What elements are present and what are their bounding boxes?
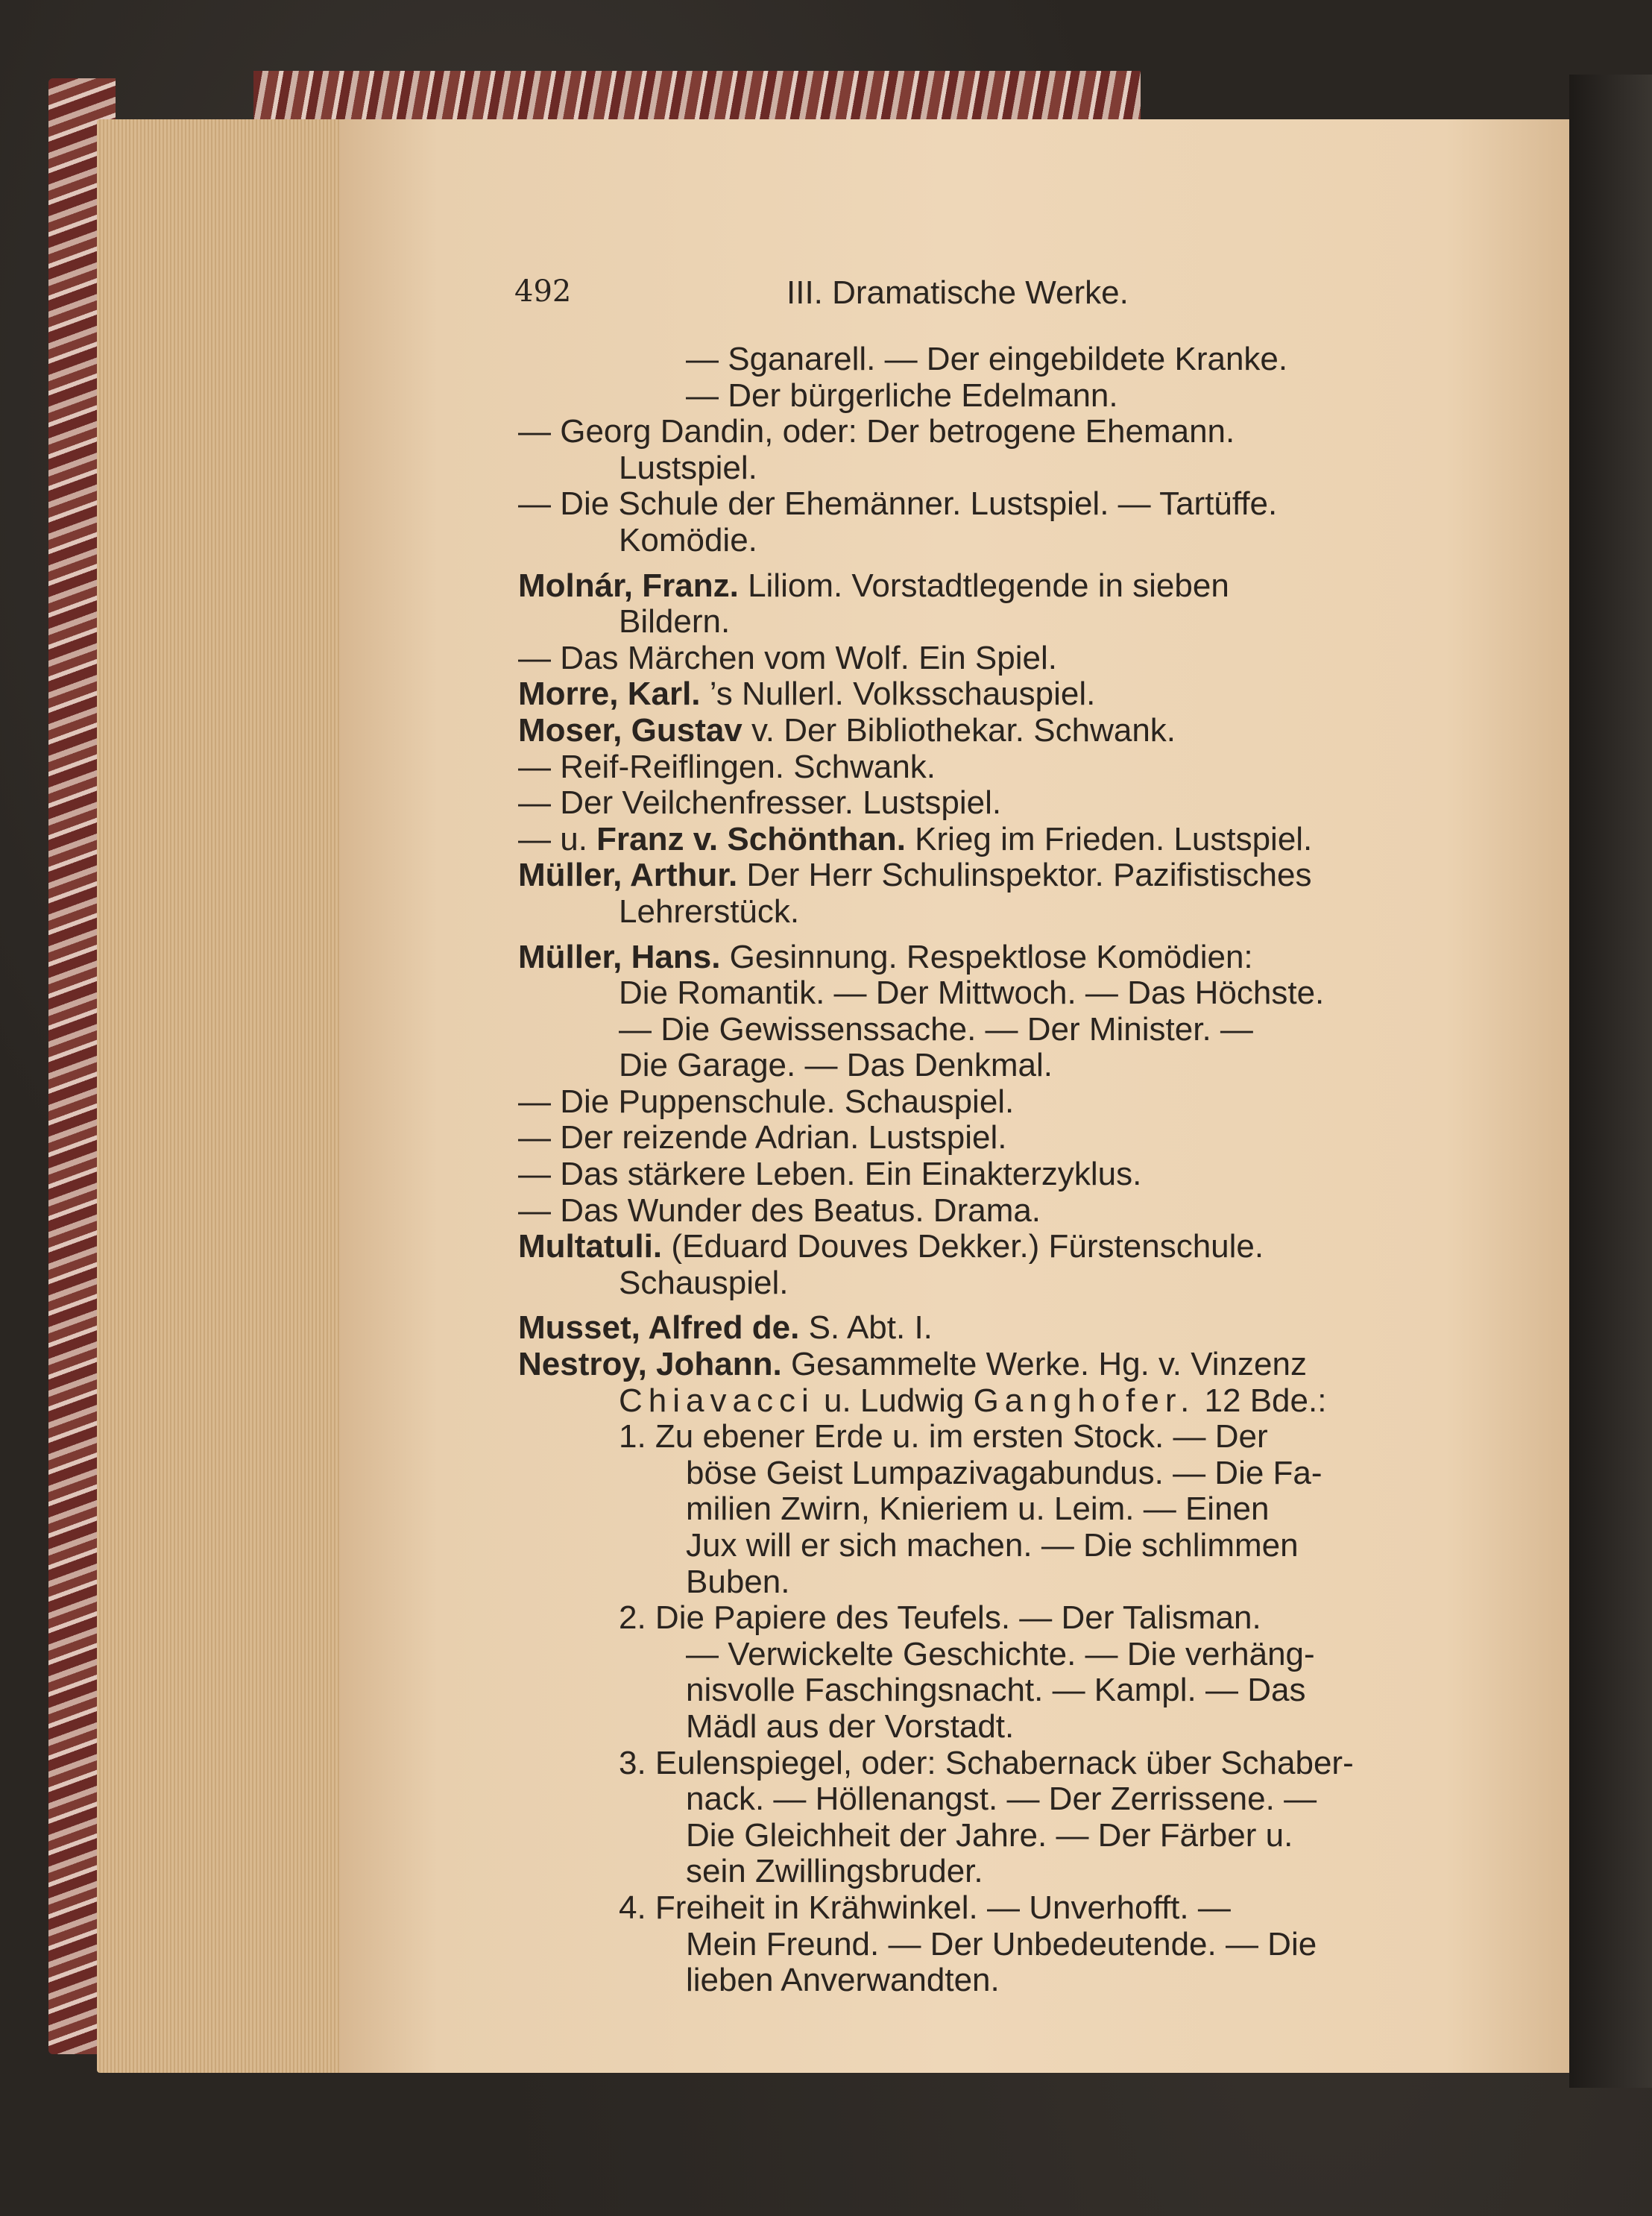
text-line: — Die Puppenschule. Schauspiel. bbox=[518, 1083, 1015, 1120]
text-line: lieben Anverwandten. bbox=[686, 1962, 1000, 1999]
text-line: Bildern. bbox=[619, 603, 731, 640]
entry-line: Nestroy, Johann. Gesammelte Werke. Hg. v. Vinzenz bbox=[518, 1346, 1307, 1383]
author-name: Franz v. Schönthan. bbox=[596, 820, 906, 857]
text-line: Chiavacci u. Ludwig Ganghofer. 12 Bde.: bbox=[619, 1382, 1327, 1419]
text-line: Jux will er sich machen. — Die schlimmen bbox=[686, 1527, 1299, 1564]
author-name: Musset, Alfred de. bbox=[518, 1309, 800, 1347]
entry-line: Müller, Hans. Gesinnung. Respektlose Komödien: bbox=[518, 938, 1253, 975]
volume-line: 3. Eulenspiegel, oder: Schabernack über Schaber- bbox=[619, 1744, 1354, 1781]
author-name: Morre, Karl. bbox=[518, 676, 701, 713]
text-line: — Die Schule der Ehemänner. Lustspiel. — Tartüffe. bbox=[518, 485, 1278, 523]
text-line: milien Zwirn, Knieriem u. Leim. — Einen bbox=[686, 1491, 1270, 1528]
text-line: — Der Veilchenfresser. Lustspiel. bbox=[518, 784, 1002, 822]
entry-line: Moser, Gustav v. Der Bibliothekar. Schwank. bbox=[518, 711, 1176, 749]
text-line: — Georg Dandin, oder: Der betrogene Ehemann. bbox=[518, 413, 1235, 450]
author-name: Moser, Gustav bbox=[518, 711, 743, 749]
text-line: — Das Wunder des Beatus. Drama. bbox=[518, 1192, 1041, 1229]
text-line: sein Zwillingsbruder. bbox=[686, 1853, 983, 1890]
text-line: — Verwickelte Geschichte. — Die verhäng- bbox=[686, 1635, 1315, 1672]
text-line: — Die Gewissenssache. — Der Minister. — bbox=[619, 1010, 1253, 1048]
page-stack-edge bbox=[97, 119, 343, 2073]
volume-line: 2. Die Papiere des Teufels. — Der Talisman. bbox=[619, 1599, 1261, 1637]
text-line: Schauspiel. bbox=[619, 1264, 789, 1301]
text-line: Die Gleichheit der Jahre. — Der Färber u. bbox=[686, 1816, 1293, 1854]
page-number: 492 bbox=[514, 274, 572, 309]
entry-line: — u. Franz v. Schönthan. Krieg im Frieden. Lustspiel. bbox=[518, 820, 1313, 857]
book-top-edge bbox=[253, 71, 1141, 125]
entry-line: Müller, Arthur. Der Herr Schulinspektor. Pazifistisches bbox=[518, 857, 1312, 894]
entry-line: Multatuli. (Eduard Douves Dekker.) Fürstenschule. bbox=[518, 1228, 1264, 1265]
text-line: — Sganarell. — Der eingebildete Kranke. bbox=[686, 341, 1288, 377]
author-name: Müller, Arthur. bbox=[518, 857, 738, 894]
text-line: Mein Freund. — Der Unbedeutende. — Die bbox=[686, 1925, 1317, 1962]
editor-name: Ganghofer. bbox=[973, 1382, 1196, 1419]
text-line: Mädl aus der Vorstadt. bbox=[686, 1707, 1015, 1745]
text-line: — Der reizende Adrian. Lustspiel. bbox=[518, 1119, 1007, 1156]
text-line: — Das stärkere Leben. Ein Einakterzyklus. bbox=[518, 1156, 1142, 1193]
text-line: — Das Märchen vom Wolf. Ein Spiel. bbox=[518, 639, 1057, 676]
text-line: — Reif-Reiflingen. Schwank. bbox=[518, 748, 936, 785]
entry-line: Morre, Karl. ’s Nullerl. Volksschauspiel. bbox=[518, 676, 1096, 713]
bibliography-text bbox=[518, 341, 1491, 1999]
volume-line: 4. Freiheit in Krähwinkel. — Unverhofft. — bbox=[619, 1889, 1231, 1926]
book-cover-right bbox=[1569, 75, 1652, 2088]
entry-line: Musset, Alfred de. S. Abt. I. bbox=[518, 1309, 933, 1347]
text-line: Die Garage. — Das Denkmal. bbox=[619, 1047, 1053, 1084]
volume-line: 1. Zu ebener Erde u. im ersten Stock. — Der bbox=[619, 1418, 1268, 1455]
text-line: böse Geist Lumpazivagabundus. — Die Fa- bbox=[686, 1454, 1322, 1491]
author-name: Nestroy, Johann. bbox=[518, 1346, 782, 1383]
text-line: Lehrerstück. bbox=[619, 893, 800, 930]
text-line: nisvolle Faschingsnacht. — Kampl. — Das bbox=[686, 1672, 1306, 1709]
entry-line: Molnár, Franz. Liliom. Vorstadtlegende in sieben bbox=[518, 567, 1229, 604]
editor-name: Chiavacci bbox=[619, 1382, 815, 1419]
running-head: III. Dramatische Werke. bbox=[786, 274, 1129, 311]
text-line: — Der bürgerliche Edelmann. bbox=[686, 377, 1118, 414]
author-name: Multatuli. bbox=[518, 1228, 663, 1265]
text-line: nack. — Höllenangst. — Der Zerrissene. — bbox=[686, 1781, 1317, 1818]
text-line: Buben. bbox=[686, 1563, 790, 1600]
text-line: Lustspiel. bbox=[619, 449, 757, 486]
author-name: Müller, Hans. bbox=[518, 938, 721, 975]
page-header bbox=[514, 274, 1484, 327]
text-line: Die Romantik. — Der Mittwoch. — Das Höchste. bbox=[619, 975, 1325, 1012]
author-name: Molnár, Franz. bbox=[518, 567, 739, 604]
text-line: Komödie. bbox=[619, 521, 757, 558]
